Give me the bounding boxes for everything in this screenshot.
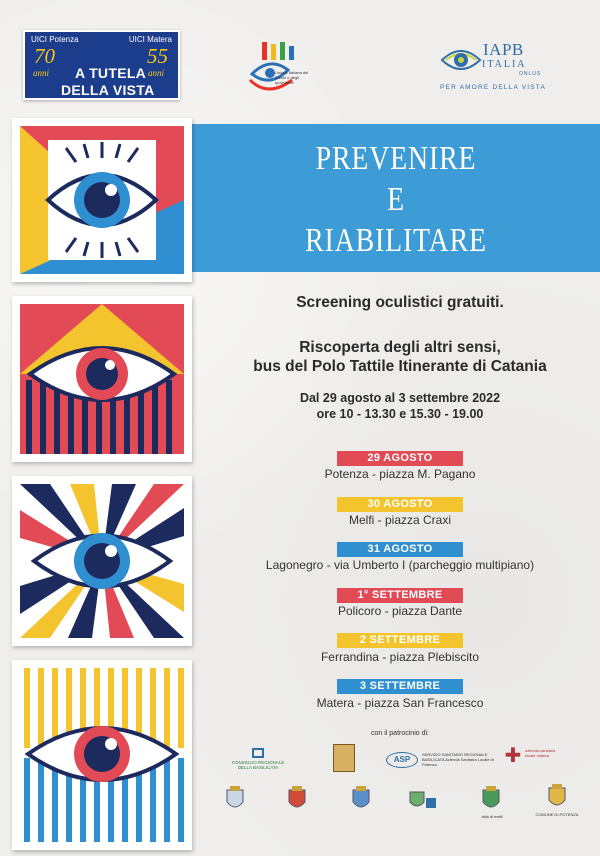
eye-art-card-2 xyxy=(12,296,192,462)
sponsor-asm-name: azienda sanitaria locale matera xyxy=(525,748,556,758)
eye-art-card-3 xyxy=(12,476,192,646)
screening-text: Screening oculistici gratuiti. xyxy=(296,294,504,311)
badge-right-org: UICI Matera xyxy=(128,35,172,44)
schedule-place-5: Ferrandina - piazza Plebiscito xyxy=(320,650,480,664)
iapb-onlus: ONLUS xyxy=(519,71,542,77)
schedule-date-1: 29 AGOSTO xyxy=(337,451,463,466)
badge-left-org: UICI Potenza xyxy=(31,35,79,44)
title-line1: PREVENIRE xyxy=(315,140,477,177)
dates-line1: Dal 29 agosto al 3 settembre 2022 xyxy=(299,391,501,405)
dates-text xyxy=(200,390,600,422)
eye-rays-icon xyxy=(20,126,184,274)
iapb-subtitle: ITALIA xyxy=(482,59,527,70)
schedule-date-6: 3 SETTEMBRE xyxy=(337,679,463,694)
bus-text xyxy=(200,338,600,376)
sponsor-asp-name: SERVIZIO SANITARIO REGIONALE BASILICATA Azienda Sanitaria Locale di Potenza xyxy=(422,752,494,767)
crest-icon xyxy=(226,786,244,812)
crest-icon xyxy=(408,788,438,812)
consiglio-logo-icon xyxy=(252,748,264,758)
eye-stripes-icon xyxy=(20,668,184,842)
badge-left-anni: anni xyxy=(33,68,50,78)
schedule-place-6: Matera - piazza San Francesco xyxy=(316,696,484,710)
eye-art-card-1 xyxy=(12,118,192,282)
asm-cross-icon: ✚ xyxy=(504,745,522,767)
schedule-place-1: Potenza - piazza M. Pagano xyxy=(324,467,476,481)
dates-line2: ore 10 - 13.30 e 15.30 - 19.00 xyxy=(316,407,484,421)
patronage-label: con il patrocinio di: xyxy=(371,730,429,737)
schedule-date-5: 2 SETTEMBRE xyxy=(337,633,463,648)
sponsor-consiglio xyxy=(228,748,288,770)
schedule-place-2: Melfi - piazza Craxi xyxy=(348,513,452,527)
iapb-title: IAPB xyxy=(483,40,524,59)
crest-icon xyxy=(288,786,306,812)
badge-line1: A TUTELA xyxy=(75,65,147,81)
schedule-date-3: 31 AGOSTO xyxy=(337,542,463,557)
title-line3: RIABILITARE xyxy=(305,222,487,259)
badge-left-years: 70 xyxy=(34,44,55,68)
eye-starburst-icon xyxy=(20,484,184,638)
schedule-place-3: Lagonegro - via Umberto I (parcheggio multipiano) xyxy=(265,558,535,572)
schedule-date-4: 1° SETTEMBRE xyxy=(337,588,463,603)
schedule-place-4: Policoro - piazza Dante xyxy=(337,604,463,618)
main-title xyxy=(229,138,564,261)
title-line2: E xyxy=(387,181,405,218)
iapb-eye-icon xyxy=(440,44,482,76)
eye-art-card-4 xyxy=(12,660,192,850)
crest-icon xyxy=(482,786,500,812)
badge-right-years: 55 xyxy=(147,44,168,68)
anniversary-badge xyxy=(23,30,180,100)
schedule-date-2: 30 AGOSTO xyxy=(337,497,463,512)
bus-line1: Riscoperta degli altri sensi, xyxy=(299,339,501,356)
asp-logo-icon: ASP xyxy=(386,752,418,768)
uici-logo-text: Unione Italiana dei Ciechi e degli Ipovedenti xyxy=(275,70,309,85)
iapb-tagline: PER AMORE DELLA VISTA xyxy=(440,84,546,91)
city-melfi-name: città di melfi xyxy=(481,814,503,819)
crest-icon xyxy=(352,786,370,812)
badge-right-anni: anni xyxy=(147,68,164,78)
city-potenza-name: COMUNE DI POTENZA xyxy=(535,812,579,817)
sponsor-consiglio-name: CONSIGLIO REGIONALE DELLA BASILICATA xyxy=(231,760,285,770)
crest-icon xyxy=(548,784,566,810)
badge-line2: DELLA VISTA xyxy=(61,82,155,98)
bus-line2: bus del Polo Tattile Itinerante di Catania xyxy=(253,358,547,375)
eye-pyramid-icon xyxy=(20,304,184,454)
coat-of-arms-icon xyxy=(333,744,355,772)
